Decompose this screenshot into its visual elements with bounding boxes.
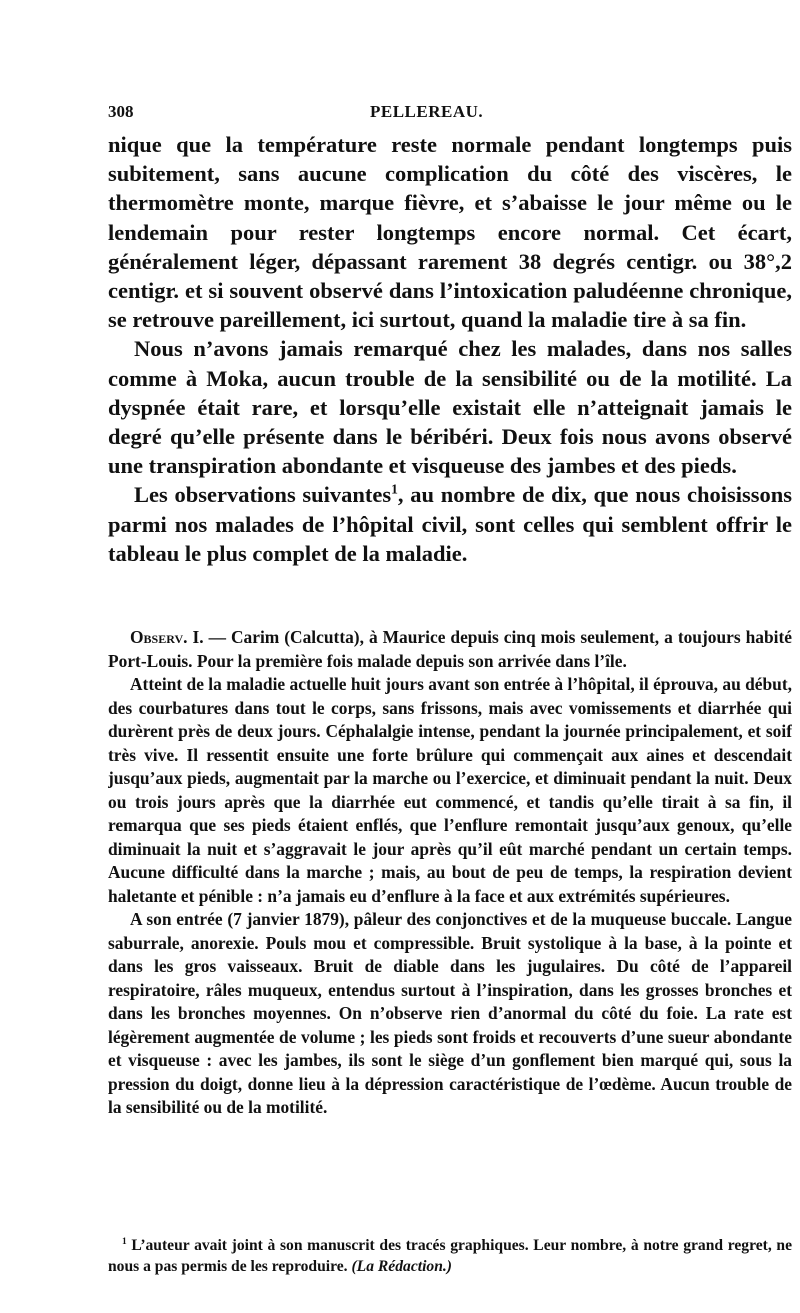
footnote: [108, 1235, 792, 1277]
paragraph-2: Nous n’avons jamais remarqué chez les malades, dans nos salles comme à Moka, aucun trouble de la sensibilité ou de la motilité. La dyspnée était rare, et lorsqu’elle existait elle n’atteignait jamais le degré qu’elle présente dans le béribéri. Deux fois nous avons observé une transpiration abondante et visqueuse des jambes et des pieds.: [108, 336, 792, 479]
paragraph-3: [108, 480, 792, 568]
footnote-reference: 1: [391, 481, 398, 497]
observation-label: Observ. I.: [130, 627, 204, 647]
running-head: PELLEREAU.: [370, 102, 484, 121]
observation-examination: A son entrée (7 janvier 1879), pâleur des conjonctives et de la muqueuse buccale. Langue saburrale, anorexie. Pouls mou et compressible. Bruit systolique à la base, à la pointe et dans les gros vaisseaux. Bruit de diable dans les jugulaires. Du côté de l’appareil respiratoire, râles muqueux, entendus surtout à l’inspiration, dans les grosses bronches et dans les bronches moyennes. On n’observe rien d’anormal du côté du foie. La rate est légèrement augmentée de volume ; les pieds sont froids et recouverts d’une sueur abondante et visqueuse : avec les jambes, ils sont le siège d’un gonflement bien marqué qui, sous la pression du doigt, donne lieu à la dépression caractéristique de l’œdème. Aucun trouble de la sensibilité ou de la motilité.: [108, 909, 792, 1117]
paragraph-3-end: , au nombre de dix, que nous choisissons parmi nos malades de l’hôpital civil, sont celles qui semblent offrir le tableau le plus complet de la maladie.: [108, 482, 792, 566]
footnote-signature: (La Rédaction.): [351, 1258, 452, 1275]
observation-intro-text: — Carim (Calcutta), à Maurice depuis cinq mois seulement, a toujours habité Port-Louis. Pour la première fois malade depuis son arrivée dans l’île.: [108, 627, 792, 671]
paragraph-3-start: Les observations suivantes: [134, 482, 392, 508]
page-header: [108, 96, 792, 126]
footnote-mark: 1: [122, 1236, 127, 1247]
observation-history: Atteint de la maladie actuelle huit jours avant son entrée à l’hôpital, il éprouva, au début, des courbatures dans tout le corps, sans frissons, mais avec vomissements et diarrhée qui durèrent près de deux jours. Céphalalgie intense, pendant la journée principalement, et soif très vive. Il ressentit ensuite une forte brûlure qui commençait aux aines et descendait jusqu’aux pieds, augmentait par la marche ou l’exercice, et diminuait pendant la nuit. Deux ou trois jours après que la diarrhée eut commencé, et tandis qu’elle tirait à sa fin, il remarqua que ses pieds étaient enflés, que l’enflure remontait jusqu’aux genoux, qu’elle diminuait la nuit et s’aggravait le jour après qu’il eût marché pendant un certain temps. Aucune difficulté dans la marche ; mais, au bout de peu de temps, la respiration devient haletante et pénible : n’a jamais eu d’enflure à la face et aux extrémités supérieures.: [108, 674, 792, 906]
footnote-text: L’auteur avait joint à son manuscrit des tracés graphiques. Leur nombre, à notre grand regret, ne nous a pas permis de les reproduire.: [108, 1237, 792, 1275]
page-number: 308: [108, 102, 134, 121]
footnote-paragraph: [108, 1235, 792, 1277]
paragraph-1: nique que la température reste normale pendant longtemps puis subitement, sans aucune complication du côté des viscères, le thermomètre monte, marque fièvre, et s’abaisse le jour même ou le lendemain pour rester longtemps encore normal. Cet écart, généralement léger, dépassant rarement 38 degrés centigr. ou 38°,2 centigr. et si souvent observé dans l’intoxication paludéenne chronique, se retrouve pareillement, ici surtout, quand la maladie tire à sa fin.: [108, 132, 792, 333]
observation-section: [108, 626, 792, 1120]
document-page: [108, 0, 792, 1313]
observation-intro: [108, 626, 792, 673]
main-text: [108, 130, 792, 568]
